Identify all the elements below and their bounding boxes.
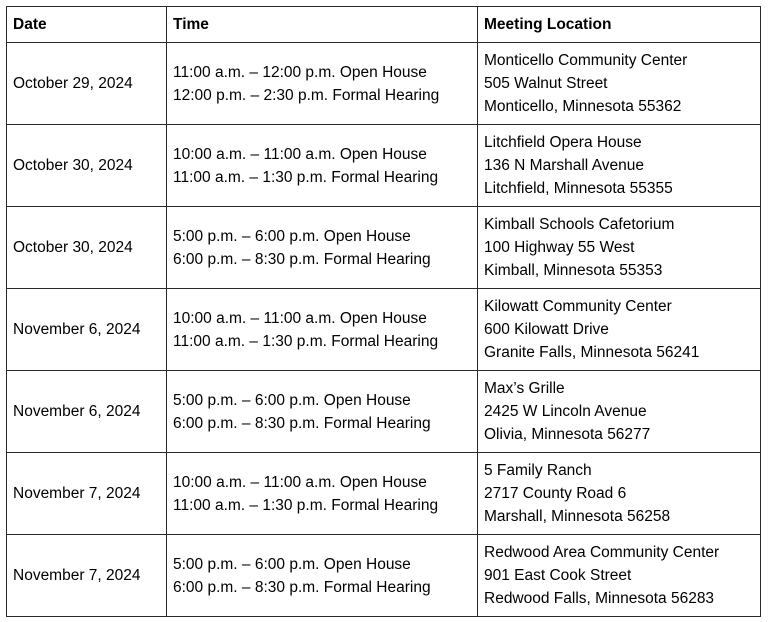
formal-hearing-time: 11:00 a.m. – 1:30 p.m. Formal Hearing <box>173 168 439 186</box>
time-cell <box>167 535 478 617</box>
date-column-header: Date <box>7 7 167 43</box>
location-cell <box>478 289 761 371</box>
street-address: 505 Walnut Street <box>484 75 608 92</box>
time-cell <box>167 289 478 371</box>
city-state-zip: Litchfield, Minnesota 55355 <box>484 180 673 197</box>
venue-name: Redwood Area Community Center <box>484 544 720 561</box>
date-cell: November 7, 2024 <box>7 535 167 617</box>
venue-name: Kilowatt Community Center <box>484 298 672 315</box>
location-cell <box>478 535 761 617</box>
open-house-time: 11:00 a.m. – 12:00 p.m. Open House <box>173 63 427 81</box>
date-cell: October 29, 2024 <box>7 43 167 125</box>
street-address: 2717 County Road 6 <box>484 485 627 502</box>
open-house-time: 5:00 p.m. – 6:00 p.m. Open House <box>173 555 411 573</box>
table-row <box>7 371 761 453</box>
city-state-zip: Olivia, Minnesota 56277 <box>484 426 651 443</box>
location-cell <box>478 207 761 289</box>
table-row <box>7 289 761 371</box>
open-house-time: 5:00 p.m. – 6:00 p.m. Open House <box>173 391 411 409</box>
time-cell <box>167 371 478 453</box>
time-cell <box>167 207 478 289</box>
table-row <box>7 43 761 125</box>
formal-hearing-time: 11:00 a.m. – 1:30 p.m. Formal Hearing <box>173 496 439 514</box>
location-column-header: Meeting Location <box>478 7 761 43</box>
location-cell <box>478 43 761 125</box>
location-cell <box>478 371 761 453</box>
meeting-schedule-table <box>6 6 761 617</box>
time-column-header: Time <box>167 7 478 43</box>
table-row <box>7 453 761 535</box>
table-row <box>7 125 761 207</box>
table-row <box>7 207 761 289</box>
date-cell: November 6, 2024 <box>7 371 167 453</box>
date-cell: October 30, 2024 <box>7 125 167 207</box>
street-address: 136 N Marshall Avenue <box>484 157 644 174</box>
street-address: 2425 W Lincoln Avenue <box>484 403 647 420</box>
date-cell: November 6, 2024 <box>7 289 167 371</box>
city-state-zip: Granite Falls, Minnesota 56241 <box>484 344 700 361</box>
city-state-zip: Monticello, Minnesota 55362 <box>484 98 682 115</box>
table-header-row <box>7 7 761 43</box>
time-cell <box>167 125 478 207</box>
date-cell: November 7, 2024 <box>7 453 167 535</box>
open-house-time: 5:00 p.m. – 6:00 p.m. Open House <box>173 227 411 245</box>
city-state-zip: Marshall, Minnesota 56258 <box>484 508 671 525</box>
venue-name: Max’s Grille <box>484 380 565 397</box>
city-state-zip: Kimball, Minnesota 55353 <box>484 262 663 279</box>
time-cell <box>167 43 478 125</box>
formal-hearing-time: 6:00 p.m. – 8:30 p.m. Formal Hearing <box>173 578 431 596</box>
formal-hearing-time: 11:00 a.m. – 1:30 p.m. Formal Hearing <box>173 332 439 350</box>
street-address: 901 East Cook Street <box>484 567 632 584</box>
location-cell <box>478 125 761 207</box>
table-row <box>7 535 761 617</box>
formal-hearing-time: 6:00 p.m. – 8:30 p.m. Formal Hearing <box>173 250 431 268</box>
open-house-time: 10:00 a.m. – 11:00 a.m. Open House <box>173 145 427 163</box>
formal-hearing-time: 12:00 p.m. – 2:30 p.m. Formal Hearing <box>173 86 440 104</box>
street-address: 100 Highway 55 West <box>484 239 635 256</box>
formal-hearing-time: 6:00 p.m. – 8:30 p.m. Formal Hearing <box>173 414 431 432</box>
date-cell: October 30, 2024 <box>7 207 167 289</box>
location-cell <box>478 453 761 535</box>
open-house-time: 10:00 a.m. – 11:00 a.m. Open House <box>173 473 427 491</box>
venue-name: Kimball Schools Cafetorium <box>484 216 675 233</box>
time-cell <box>167 453 478 535</box>
city-state-zip: Redwood Falls, Minnesota 56283 <box>484 590 715 607</box>
venue-name: Monticello Community Center <box>484 52 688 69</box>
open-house-time: 10:00 a.m. – 11:00 a.m. Open House <box>173 309 427 327</box>
venue-name: 5 Family Ranch <box>484 462 592 479</box>
street-address: 600 Kilowatt Drive <box>484 321 609 338</box>
venue-name: Litchfield Opera House <box>484 134 642 151</box>
